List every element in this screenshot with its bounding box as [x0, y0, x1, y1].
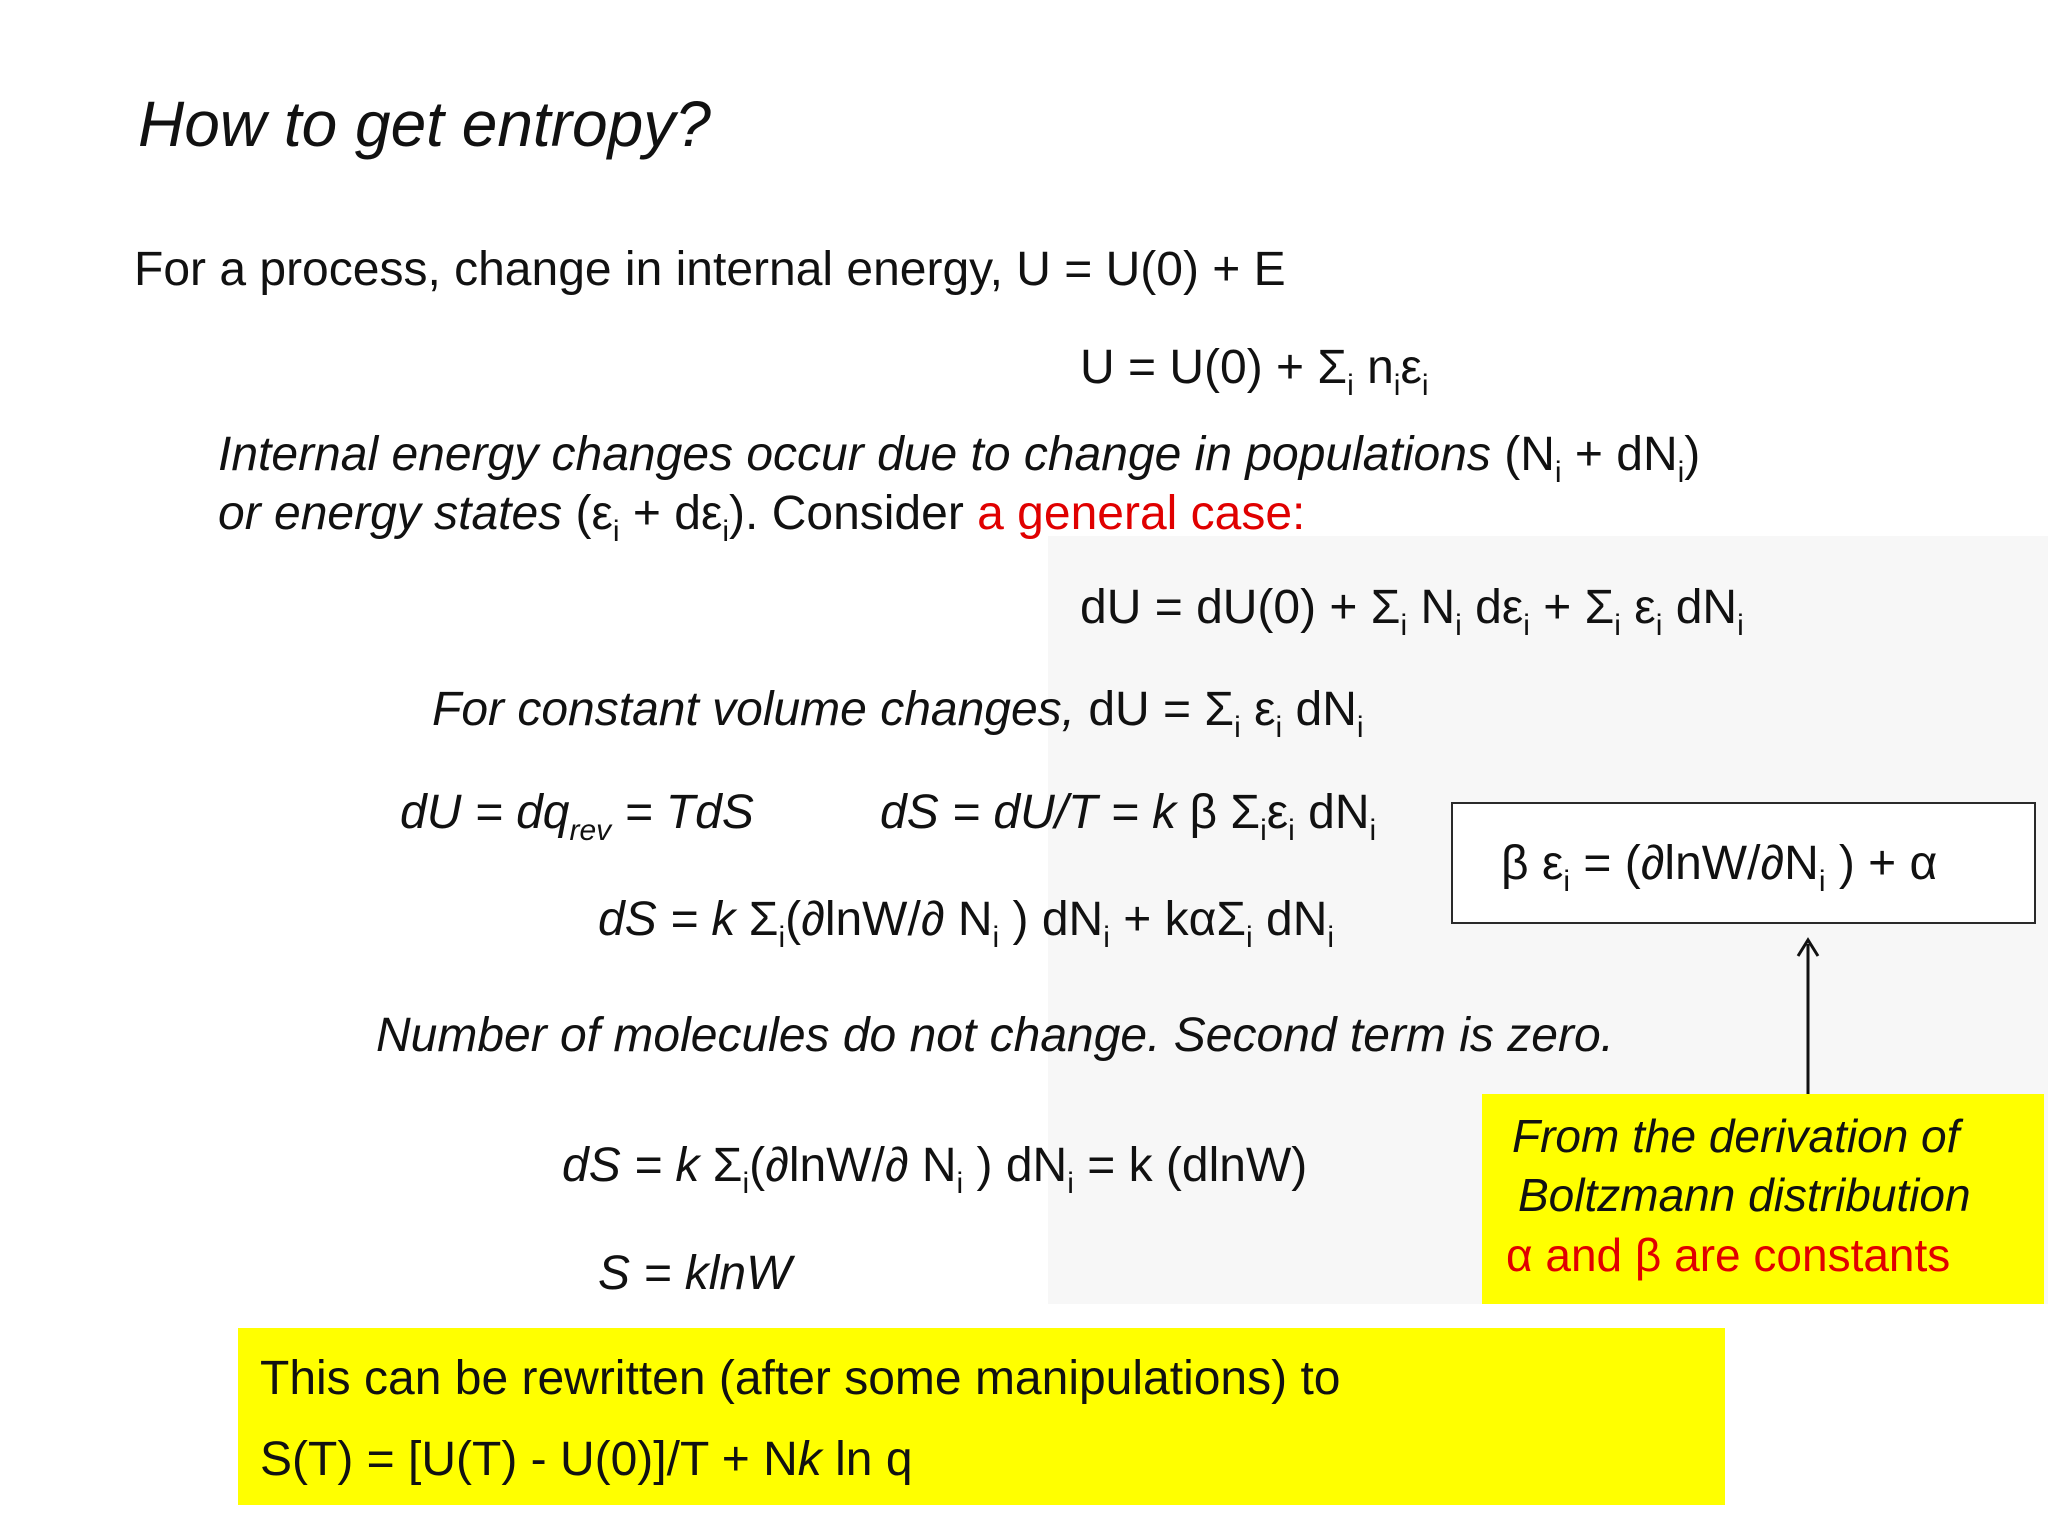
boltzmann-note — [1482, 1094, 2044, 1304]
ds-expand-part-6: dN — [1252, 893, 1328, 946]
note-line-1: From the derivation of — [1512, 1110, 1960, 1162]
du-general-index-4: i — [1614, 609, 1621, 642]
general-differential-equation — [1080, 581, 1744, 642]
reversible-subscript: rev — [569, 814, 612, 847]
entropy-final-differential — [562, 1139, 1308, 1200]
constant-volume-label: For constant volume changes, — [432, 683, 1076, 736]
u-sum-prefix: U = U(0) + Σ — [1080, 341, 1348, 394]
constant-volume-index-3: i — [1356, 711, 1364, 744]
constant-volume-index-2: i — [1275, 711, 1283, 744]
ds-du-part-2: β Σ — [1176, 786, 1261, 839]
rewrite-line-2-prefix: S(T) = [U(T) - U(0)]/T + N — [260, 1433, 798, 1486]
u-sum-index-2: i — [1393, 369, 1401, 402]
constant-volume-index-1: i — [1234, 711, 1241, 744]
ds-final-part-3: (∂lnW/∂ N — [749, 1139, 957, 1192]
process-intro-text: For a process, change in internal energy, U = U(0) + E — [134, 243, 1286, 296]
du-dq-part-2: = TdS — [611, 786, 754, 839]
constant-volume-part-3: dN — [1282, 683, 1357, 736]
entropy-expanded-equation — [598, 893, 1335, 954]
du-general-index-2: i — [1455, 609, 1462, 642]
ds-final-part-1: dS = — [562, 1139, 676, 1192]
ds-final-part-5: = k (dlnW) — [1073, 1139, 1308, 1192]
ds-expand-index-1: i — [778, 921, 786, 954]
population-open: (N — [1490, 428, 1555, 481]
du-general-part-2: N — [1407, 581, 1456, 634]
box-index-2: i — [1818, 865, 1826, 898]
constant-volume-equation — [432, 683, 1364, 744]
up-arrow-icon — [1796, 936, 1820, 1106]
u-sum-index-3: i — [1421, 369, 1429, 402]
ds-final-part-4: ) dN — [963, 1139, 1068, 1192]
ds-expand-part-3: (∂lnW/∂ N — [785, 893, 993, 946]
internal-energy-description-2: or energy states — [218, 487, 563, 540]
ds-expand-part-4: ) dN — [999, 893, 1104, 946]
note-line-3: α and β are constants — [1506, 1229, 1951, 1281]
du-general-part-4: + Σ — [1529, 581, 1615, 634]
du-general-index-5: i — [1655, 609, 1663, 642]
general-case-highlight: a general case: — [977, 487, 1306, 540]
ds-expand-index-3: i — [1103, 921, 1110, 954]
ds-du-part-3: ε — [1266, 786, 1289, 839]
rewrite-highlight-box — [238, 1328, 1725, 1505]
consider-text: ). Consider — [729, 487, 978, 540]
entropy-boltzmann-equation: S = klnW — [598, 1247, 792, 1300]
ds-du-part-1: dS = dU/T = — [880, 786, 1153, 839]
du-general-index-1: i — [1400, 609, 1408, 642]
constant-volume-part-1: dU = Σ — [1075, 683, 1235, 736]
beta-epsilon-relation-box — [1451, 802, 2036, 924]
energy-state-plus: + dε — [619, 487, 723, 540]
ds-du-equation — [880, 786, 1377, 847]
energy-state-index-1: i — [612, 515, 620, 548]
population-index-1: i — [1554, 456, 1562, 489]
rewrite-line-2-suffix: ln q — [821, 1433, 913, 1486]
ds-du-index-3: i — [1369, 814, 1377, 847]
u-sum-population: n — [1353, 341, 1394, 394]
ds-final-part-2: Σ — [699, 1139, 743, 1192]
ds-expand-part-2: Σ — [735, 893, 779, 946]
ds-du-index-1: i — [1260, 814, 1267, 847]
du-general-part-1: dU = dU(0) + Σ — [1080, 581, 1401, 634]
ds-final-index-1: i — [742, 1167, 750, 1200]
population-close: ) — [1684, 428, 1701, 481]
u-sum-energy: ε — [1400, 341, 1422, 394]
box-index-1: i — [1563, 865, 1571, 898]
beta-epsilon-relation — [1501, 837, 1938, 898]
ds-final-index-2: i — [956, 1167, 964, 1200]
du-general-part-3: dε — [1461, 581, 1524, 634]
energy-state-index-2: i — [722, 515, 730, 548]
ds-expand-index-5: i — [1327, 921, 1335, 954]
ds-expand-index-4: i — [1246, 921, 1253, 954]
box-part-2: = (∂lnW/∂N — [1570, 837, 1819, 890]
internal-energy-sum-equation — [1080, 341, 1429, 402]
du-general-index-6: i — [1737, 609, 1744, 642]
population-index-2: i — [1677, 456, 1685, 489]
process-intro-line — [134, 243, 1286, 296]
constant-volume-part-2: ε — [1240, 683, 1276, 736]
ds-du-k: k — [1152, 786, 1177, 839]
box-part-3: ) + α — [1825, 837, 1938, 890]
ds-expand-part-1: dS = — [598, 893, 712, 946]
ds-final-index-3: i — [1067, 1167, 1074, 1200]
internal-energy-description-1: Internal energy changes occur due to change in populations — [218, 428, 1491, 481]
du-dq-part-1: dU = dq — [400, 786, 570, 839]
u-sum-index-1: i — [1347, 369, 1354, 402]
rewrite-line-2-k: k — [797, 1433, 822, 1486]
box-part-1: β ε — [1501, 837, 1564, 890]
page-title: How to get entropy? — [138, 88, 711, 160]
energy-state-open: (ε — [562, 487, 613, 540]
ds-expand-k: k — [711, 893, 736, 946]
ds-du-part-4: dN — [1294, 786, 1370, 839]
rewrite-line-1: This can be rewritten (after some manipulations) to — [260, 1352, 1341, 1405]
du-dq-equation — [400, 786, 754, 847]
du-general-part-5: ε — [1620, 581, 1656, 634]
ds-expand-index-2: i — [992, 921, 1000, 954]
internal-energy-line-2 — [218, 487, 1306, 548]
ds-expand-part-5: + kαΣ — [1109, 893, 1247, 946]
internal-energy-line-1 — [218, 428, 1701, 489]
du-general-index-3: i — [1523, 609, 1530, 642]
ds-final-k: k — [675, 1139, 700, 1192]
molecules-note: Number of molecules do not change. Second term is zero. — [376, 1009, 1614, 1062]
population-plus: + dN — [1561, 428, 1678, 481]
note-line-2: Boltzmann distribution — [1518, 1169, 1971, 1221]
rewrite-line-2 — [260, 1433, 913, 1486]
ds-du-index-2: i — [1288, 814, 1295, 847]
du-general-part-6: dN — [1662, 581, 1738, 634]
